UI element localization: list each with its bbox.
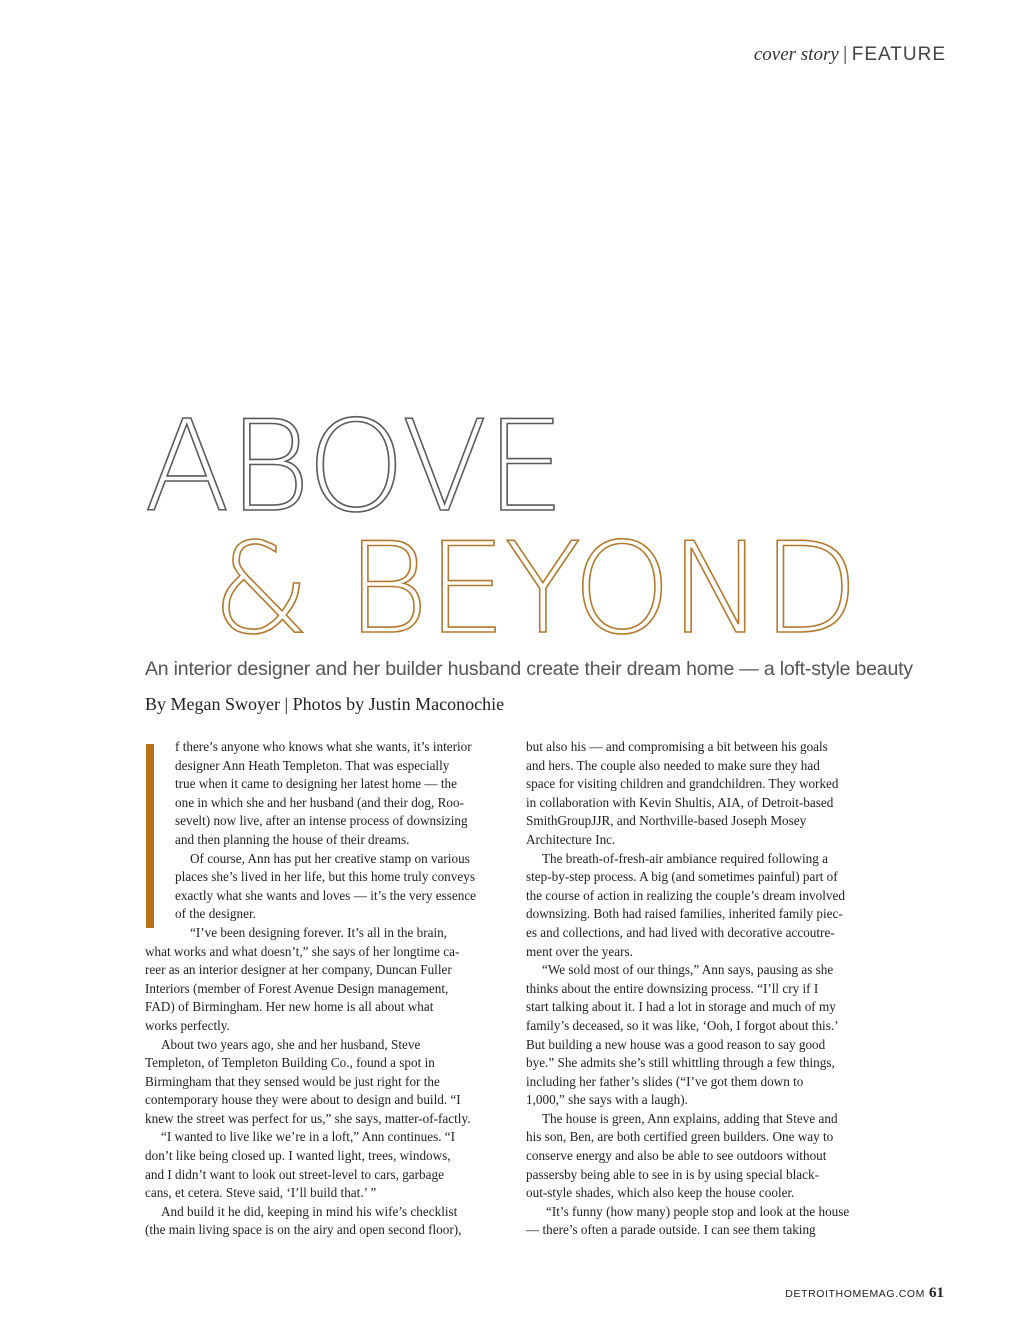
text-line: designer Ann Heath Templeton. That was especially xyxy=(175,757,450,773)
section-label xyxy=(754,44,946,66)
text-line: “We sold most of our things,” Ann says, pausing as she xyxy=(542,962,834,978)
page-number: 61 xyxy=(929,1285,944,1301)
text-line: what works and what doesn’t,” she says of her longtime ca- xyxy=(145,943,460,959)
text-line: knew the street was perfect for us,” she says, matter-of-factly. xyxy=(145,1110,471,1126)
text-line: out-style shades, which also keep the house cooler. xyxy=(526,1185,795,1201)
text-line: f there’s anyone who knows what she wants, it’s interior xyxy=(175,739,472,754)
text-line: step-by-step process. A big (and sometimes painful) part of xyxy=(526,869,838,885)
page-folio xyxy=(785,1284,944,1302)
text-line: one in which she and her husband (and their dog, Roo- xyxy=(175,794,464,810)
text-line: bye.” She admits she’s still whittling through a few things, xyxy=(526,1055,835,1071)
text-line: including her father’s slides (“I’ve got them down to xyxy=(526,1073,804,1089)
text-line: reer as an interior designer at her company, Duncan Fuller xyxy=(145,962,452,978)
text-line: (the main living space is on the airy and open second floor), xyxy=(145,1222,462,1238)
text-line: the course of action in realizing the couple’s dream involved xyxy=(526,887,845,903)
text-line: FAD) of Birmingham. Her new home is all about what xyxy=(145,999,434,1015)
text-line: But building a new house was a good reason to say good xyxy=(526,1036,826,1052)
text-line: but also his — and compromising a bit between his goals xyxy=(526,739,828,754)
text-line: The house is green, Ann explains, adding that Steve and xyxy=(542,1110,838,1126)
headline-line-2: & BEYOND xyxy=(212,515,857,662)
text-line: and then planning the house of their dreams. xyxy=(175,831,410,847)
text-line: and hers. The couple also needed to make sure they had xyxy=(526,757,820,773)
section-feature-label: FEATURE xyxy=(851,44,946,65)
text-line: cans, et cetera. Steve said, ‘I’ll build that.’ ” xyxy=(145,1185,377,1201)
article-byline: By Megan Swoyer | Photos by Justin Maconochie xyxy=(145,694,505,714)
headline-line-1: ABOVE xyxy=(144,393,564,540)
text-line: family’s deceased, so it was like, ‘Ooh, I forgot about this.’ xyxy=(526,1017,839,1033)
article-dek: An interior designer and her builder husband create their dream home — a loft-style beauty xyxy=(145,658,913,680)
text-line: About two years ago, she and her husband, Steve xyxy=(161,1036,421,1052)
text-line: of the designer. xyxy=(175,906,256,922)
section-story-label: cover story xyxy=(753,44,839,65)
text-line: and I didn’t want to look out street-level to cars, garbage xyxy=(145,1166,444,1182)
text-line: “It’s funny (how many) people stop and look at the house xyxy=(546,1203,850,1219)
text-line: Birmingham that they sensed would be just right for the xyxy=(145,1073,440,1089)
text-line: SmithGroupJJR, and Northville-based Joseph Mosey xyxy=(526,813,807,829)
text-line: sevelt) now live, after an intense process of downsizing xyxy=(175,813,468,829)
text-line: exactly what she wants and loves — it’s the very essence xyxy=(175,887,477,903)
article-column-2 xyxy=(526,738,881,1240)
text-line: his son, Ben, are both certified green builders. One way to xyxy=(526,1129,834,1145)
folio-site: DETROITHOMEMAG.COM xyxy=(785,1288,925,1300)
text-line: Templeton, of Templeton Building Co., found a spot in xyxy=(145,1055,435,1071)
text-line: start talking about it. I had a lot in storage and much of my xyxy=(526,999,836,1015)
text-line: And build it he did, keeping in mind his wife’s checklist xyxy=(161,1203,458,1219)
text-line: conserve energy and also be able to see outdoors without xyxy=(526,1148,827,1164)
text-line: passersby being able to see in is by using special black- xyxy=(526,1166,819,1182)
article-column-1 xyxy=(145,738,500,1240)
text-line: works perfectly. xyxy=(145,1017,230,1033)
text-line: ment over the years. xyxy=(526,943,633,959)
text-line: es and collections, and had lived with decorative accoutre- xyxy=(526,924,835,940)
text-line: contemporary house they were about to design and build. “I xyxy=(145,1092,461,1108)
text-line: “I’ve been designing forever. It’s all in the brain, xyxy=(190,924,448,940)
text-line: Interiors (member of Forest Avenue Design management, xyxy=(145,980,449,996)
text-line: Of course, Ann has put her creative stamp on various xyxy=(190,850,470,866)
text-line: — there’s often a parade outside. I can see them taking xyxy=(526,1222,816,1238)
text-line: true when it came to designing her latest home — the xyxy=(175,776,457,792)
text-line: The breath-of-fresh-air ambiance required following a xyxy=(542,850,828,866)
text-line: “I wanted to live like we’re in a loft,” Ann continues. “I xyxy=(161,1129,456,1145)
text-line: thinks about the entire downsizing process. “I’ll cry if I xyxy=(526,980,819,996)
section-separator: | xyxy=(842,44,848,65)
text-line: downsizing. Both had raised families, inherited family piec- xyxy=(526,906,843,922)
text-line: Architecture Inc. xyxy=(526,831,616,847)
text-line: in collaboration with Kevin Shultis, AIA, of Detroit-based xyxy=(526,794,834,810)
text-line: places she’s lived in her life, but this home truly conveys xyxy=(175,869,475,885)
text-line: space for visiting children and grandchildren. They worked xyxy=(526,776,839,792)
text-line: don’t like being closed up. I wanted light, trees, windows, xyxy=(145,1148,451,1164)
text-line: 1,000,” she says with a laugh). xyxy=(526,1092,688,1108)
